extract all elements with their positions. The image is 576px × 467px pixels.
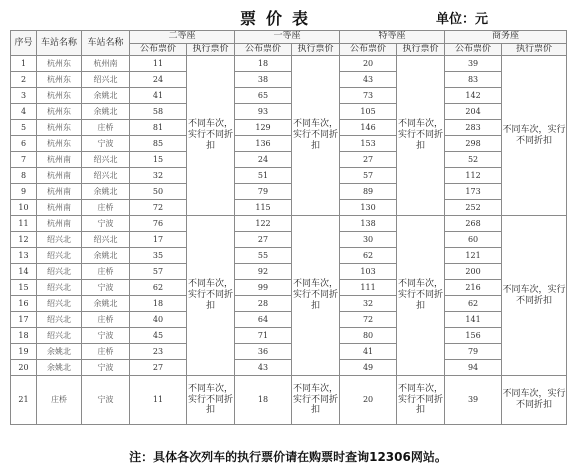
published-price-cell: 103 bbox=[340, 264, 397, 280]
published-price-cell: 35 bbox=[130, 248, 187, 264]
from-station-cell: 杭州南 bbox=[37, 200, 82, 216]
published-price-cell: 138 bbox=[340, 216, 397, 232]
published-price-cell: 50 bbox=[130, 184, 187, 200]
to-station-cell: 庄桥 bbox=[82, 312, 130, 328]
business-class-header: 商务座 bbox=[445, 31, 567, 44]
seq-cell: 9 bbox=[11, 184, 37, 200]
published-price-cell: 52 bbox=[445, 152, 502, 168]
table-row bbox=[11, 280, 567, 296]
first-class-header: 一等座 bbox=[235, 31, 340, 44]
from-station-cell: 余姚北 bbox=[37, 344, 82, 360]
table-row bbox=[11, 136, 567, 152]
published-price-cell: 268 bbox=[445, 216, 502, 232]
to-station-cell: 宁波 bbox=[82, 376, 130, 425]
published-price-cell: 62 bbox=[445, 296, 502, 312]
to-station-cell: 绍兴北 bbox=[82, 232, 130, 248]
to-station-cell: 庄桥 bbox=[82, 264, 130, 280]
from-station-cell: 杭州南 bbox=[37, 184, 82, 200]
to-station-cell: 庄桥 bbox=[82, 344, 130, 360]
published-price-cell: 32 bbox=[130, 168, 187, 184]
fare-table-header bbox=[11, 31, 567, 56]
to-station-cell: 宁波 bbox=[82, 328, 130, 344]
actual-price-header: 执行票价 bbox=[397, 43, 445, 56]
to-station-cell: 绍兴北 bbox=[82, 168, 130, 184]
from-station-cell: 绍兴北 bbox=[37, 248, 82, 264]
published-price-cell: 55 bbox=[235, 248, 292, 264]
published-price-cell: 65 bbox=[235, 88, 292, 104]
table-row bbox=[11, 216, 567, 232]
actual-price-note-cell: 不同车次，实行不同折扣 bbox=[187, 56, 235, 216]
table-row bbox=[11, 328, 567, 344]
seq-cell: 2 bbox=[11, 72, 37, 88]
table-row bbox=[11, 104, 567, 120]
table-row bbox=[11, 296, 567, 312]
published-price-cell: 62 bbox=[340, 248, 397, 264]
published-price-cell: 49 bbox=[340, 360, 397, 376]
published-price-cell: 142 bbox=[445, 88, 502, 104]
from-station-cell: 绍兴北 bbox=[37, 328, 82, 344]
published-price-cell: 41 bbox=[130, 88, 187, 104]
seq-cell: 7 bbox=[11, 152, 37, 168]
seq-cell: 8 bbox=[11, 168, 37, 184]
published-price-header: 公布票价 bbox=[340, 43, 397, 56]
published-price-cell: 121 bbox=[445, 248, 502, 264]
seq-cell: 5 bbox=[11, 120, 37, 136]
published-price-cell: 30 bbox=[340, 232, 397, 248]
published-price-cell: 43 bbox=[340, 72, 397, 88]
published-price-cell: 130 bbox=[340, 200, 397, 216]
published-price-cell: 111 bbox=[340, 280, 397, 296]
seq-cell: 17 bbox=[11, 312, 37, 328]
published-price-cell: 129 bbox=[235, 120, 292, 136]
published-price-cell: 11 bbox=[130, 376, 187, 425]
published-price-cell: 43 bbox=[235, 360, 292, 376]
published-price-cell: 18 bbox=[235, 56, 292, 72]
from-station-cell: 绍兴北 bbox=[37, 296, 82, 312]
published-price-header: 公布票价 bbox=[235, 43, 292, 56]
published-price-cell: 81 bbox=[130, 120, 187, 136]
table-row bbox=[11, 184, 567, 200]
published-price-cell: 40 bbox=[130, 312, 187, 328]
to-station-cell: 宁波 bbox=[82, 216, 130, 232]
fare-table bbox=[10, 30, 567, 425]
table-row bbox=[11, 88, 567, 104]
from-station-cell: 绍兴北 bbox=[37, 312, 82, 328]
published-price-cell: 28 bbox=[235, 296, 292, 312]
to-station-cell: 余姚北 bbox=[82, 104, 130, 120]
published-price-cell: 216 bbox=[445, 280, 502, 296]
actual-price-header: 执行票价 bbox=[502, 43, 567, 56]
published-price-cell: 27 bbox=[235, 232, 292, 248]
published-price-cell: 99 bbox=[235, 280, 292, 296]
published-price-cell: 92 bbox=[235, 264, 292, 280]
published-price-cell: 18 bbox=[130, 296, 187, 312]
premium-class-header: 特等座 bbox=[340, 31, 445, 44]
published-price-cell: 89 bbox=[340, 184, 397, 200]
published-price-cell: 27 bbox=[340, 152, 397, 168]
seq-cell: 21 bbox=[11, 376, 37, 425]
published-price-cell: 153 bbox=[340, 136, 397, 152]
from-station-cell: 杭州东 bbox=[37, 56, 82, 72]
from-station-cell: 杭州东 bbox=[37, 120, 82, 136]
seq-cell: 3 bbox=[11, 88, 37, 104]
unit-label: 单位：元 bbox=[436, 12, 489, 27]
to-station-cell: 绍兴北 bbox=[82, 152, 130, 168]
published-price-cell: 23 bbox=[130, 344, 187, 360]
published-price-cell: 79 bbox=[235, 184, 292, 200]
table-row bbox=[11, 168, 567, 184]
seq-cell: 18 bbox=[11, 328, 37, 344]
seq-cell: 11 bbox=[11, 216, 37, 232]
table-row bbox=[11, 344, 567, 360]
published-price-cell: 115 bbox=[235, 200, 292, 216]
table-row bbox=[11, 200, 567, 216]
published-price-cell: 105 bbox=[340, 104, 397, 120]
published-price-cell: 76 bbox=[130, 216, 187, 232]
published-price-cell: 60 bbox=[445, 232, 502, 248]
published-price-cell: 62 bbox=[130, 280, 187, 296]
published-price-cell: 72 bbox=[340, 312, 397, 328]
published-price-cell: 85 bbox=[130, 136, 187, 152]
published-price-cell: 39 bbox=[445, 56, 502, 72]
table-row bbox=[11, 120, 567, 136]
to-station-cell: 余姚北 bbox=[82, 88, 130, 104]
actual-price-note-cell: 不同车次，实行不同折扣 bbox=[292, 56, 340, 216]
from-station-cell: 杭州南 bbox=[37, 168, 82, 184]
table-row bbox=[11, 376, 567, 425]
published-price-cell: 58 bbox=[130, 104, 187, 120]
fare-table-body bbox=[11, 56, 567, 425]
table-row bbox=[11, 72, 567, 88]
from-station-cell: 杭州东 bbox=[37, 88, 82, 104]
from-station-cell: 杭州东 bbox=[37, 72, 82, 88]
actual-price-note-cell: 不同车次，实行不同折扣 bbox=[502, 56, 567, 216]
actual-price-note-cell: 不同车次，实行不同折扣 bbox=[502, 376, 567, 425]
to-station-cell: 余姚北 bbox=[82, 248, 130, 264]
to-station-cell: 余姚北 bbox=[82, 296, 130, 312]
to-station-cell: 宁波 bbox=[82, 136, 130, 152]
from-station-cell: 余姚北 bbox=[37, 360, 82, 376]
published-price-cell: 20 bbox=[340, 56, 397, 72]
actual-price-header: 执行票价 bbox=[292, 43, 340, 56]
published-price-cell: 57 bbox=[130, 264, 187, 280]
published-price-cell: 94 bbox=[445, 360, 502, 376]
published-price-cell: 141 bbox=[445, 312, 502, 328]
published-price-cell: 36 bbox=[235, 344, 292, 360]
published-price-cell: 11 bbox=[130, 56, 187, 72]
seq-cell: 19 bbox=[11, 344, 37, 360]
to-station-cell: 绍兴北 bbox=[82, 72, 130, 88]
footer-note: 注：具体各次列车的执行票价请在购票时查询12306网站。 bbox=[129, 450, 447, 464]
actual-price-header: 执行票价 bbox=[187, 43, 235, 56]
to-station-cell: 宁波 bbox=[82, 360, 130, 376]
seq-cell: 1 bbox=[11, 56, 37, 72]
from-station-cell: 杭州南 bbox=[37, 152, 82, 168]
published-price-cell: 24 bbox=[130, 72, 187, 88]
seq-cell: 12 bbox=[11, 232, 37, 248]
published-price-cell: 15 bbox=[130, 152, 187, 168]
published-price-cell: 298 bbox=[445, 136, 502, 152]
published-price-cell: 51 bbox=[235, 168, 292, 184]
published-price-cell: 146 bbox=[340, 120, 397, 136]
page-header bbox=[0, 0, 576, 30]
published-price-cell: 79 bbox=[445, 344, 502, 360]
published-price-cell: 41 bbox=[340, 344, 397, 360]
table-row bbox=[11, 152, 567, 168]
actual-price-note-cell: 不同车次，实行不同折扣 bbox=[397, 376, 445, 425]
published-price-cell: 200 bbox=[445, 264, 502, 280]
table-row bbox=[11, 360, 567, 376]
from-station-cell: 庄桥 bbox=[37, 376, 82, 425]
published-price-cell: 122 bbox=[235, 216, 292, 232]
published-price-cell: 71 bbox=[235, 328, 292, 344]
published-price-cell: 32 bbox=[340, 296, 397, 312]
published-price-cell: 27 bbox=[130, 360, 187, 376]
published-price-cell: 80 bbox=[340, 328, 397, 344]
from-station-cell: 杭州东 bbox=[37, 104, 82, 120]
published-price-header: 公布票价 bbox=[445, 43, 502, 56]
to-station-cell: 庄桥 bbox=[82, 200, 130, 216]
seq-header: 序号 bbox=[11, 31, 37, 56]
published-price-cell: 17 bbox=[130, 232, 187, 248]
published-price-header: 公布票价 bbox=[130, 43, 187, 56]
table-row bbox=[11, 312, 567, 328]
published-price-cell: 24 bbox=[235, 152, 292, 168]
to-station-cell: 杭州南 bbox=[82, 56, 130, 72]
to-station-cell: 宁波 bbox=[82, 280, 130, 296]
seq-cell: 14 bbox=[11, 264, 37, 280]
seq-cell: 10 bbox=[11, 200, 37, 216]
published-price-cell: 173 bbox=[445, 184, 502, 200]
published-price-cell: 73 bbox=[340, 88, 397, 104]
published-price-cell: 45 bbox=[130, 328, 187, 344]
table-row bbox=[11, 56, 567, 72]
published-price-cell: 39 bbox=[445, 376, 502, 425]
published-price-cell: 93 bbox=[235, 104, 292, 120]
to-station-cell: 庄桥 bbox=[82, 120, 130, 136]
published-price-cell: 72 bbox=[130, 200, 187, 216]
seq-cell: 6 bbox=[11, 136, 37, 152]
published-price-cell: 83 bbox=[445, 72, 502, 88]
to-station-header: 车站名称 bbox=[82, 31, 130, 56]
actual-price-note-cell: 不同车次，实行不同折扣 bbox=[397, 216, 445, 376]
published-price-cell: 20 bbox=[340, 376, 397, 425]
table-row bbox=[11, 264, 567, 280]
actual-price-note-cell: 不同车次，实行不同折扣 bbox=[397, 56, 445, 216]
seq-cell: 4 bbox=[11, 104, 37, 120]
from-station-cell: 绍兴北 bbox=[37, 280, 82, 296]
actual-price-note-cell: 不同车次，实行不同折扣 bbox=[292, 376, 340, 425]
from-station-cell: 绍兴北 bbox=[37, 232, 82, 248]
from-station-cell: 杭州南 bbox=[37, 216, 82, 232]
seq-cell: 13 bbox=[11, 248, 37, 264]
published-price-cell: 156 bbox=[445, 328, 502, 344]
published-price-cell: 112 bbox=[445, 168, 502, 184]
from-station-cell: 绍兴北 bbox=[37, 264, 82, 280]
actual-price-note-cell: 不同车次，实行不同折扣 bbox=[502, 216, 567, 376]
actual-price-note-cell: 不同车次，实行不同折扣 bbox=[292, 216, 340, 376]
actual-price-note-cell: 不同车次，实行不同折扣 bbox=[187, 376, 235, 425]
from-station-header: 车站名称 bbox=[37, 31, 82, 56]
seq-cell: 16 bbox=[11, 296, 37, 312]
published-price-cell: 252 bbox=[445, 200, 502, 216]
to-station-cell: 余姚北 bbox=[82, 184, 130, 200]
published-price-cell: 283 bbox=[445, 120, 502, 136]
seq-cell: 15 bbox=[11, 280, 37, 296]
from-station-cell: 杭州东 bbox=[37, 136, 82, 152]
table-row bbox=[11, 232, 567, 248]
published-price-cell: 57 bbox=[340, 168, 397, 184]
published-price-cell: 64 bbox=[235, 312, 292, 328]
published-price-cell: 136 bbox=[235, 136, 292, 152]
table-row bbox=[11, 248, 567, 264]
second-class-header: 二等座 bbox=[130, 31, 235, 44]
published-price-cell: 204 bbox=[445, 104, 502, 120]
seq-cell: 20 bbox=[11, 360, 37, 376]
actual-price-note-cell: 不同车次，实行不同折扣 bbox=[187, 216, 235, 376]
page-title: 票价表 bbox=[240, 9, 319, 28]
published-price-cell: 38 bbox=[235, 72, 292, 88]
published-price-cell: 18 bbox=[235, 376, 292, 425]
